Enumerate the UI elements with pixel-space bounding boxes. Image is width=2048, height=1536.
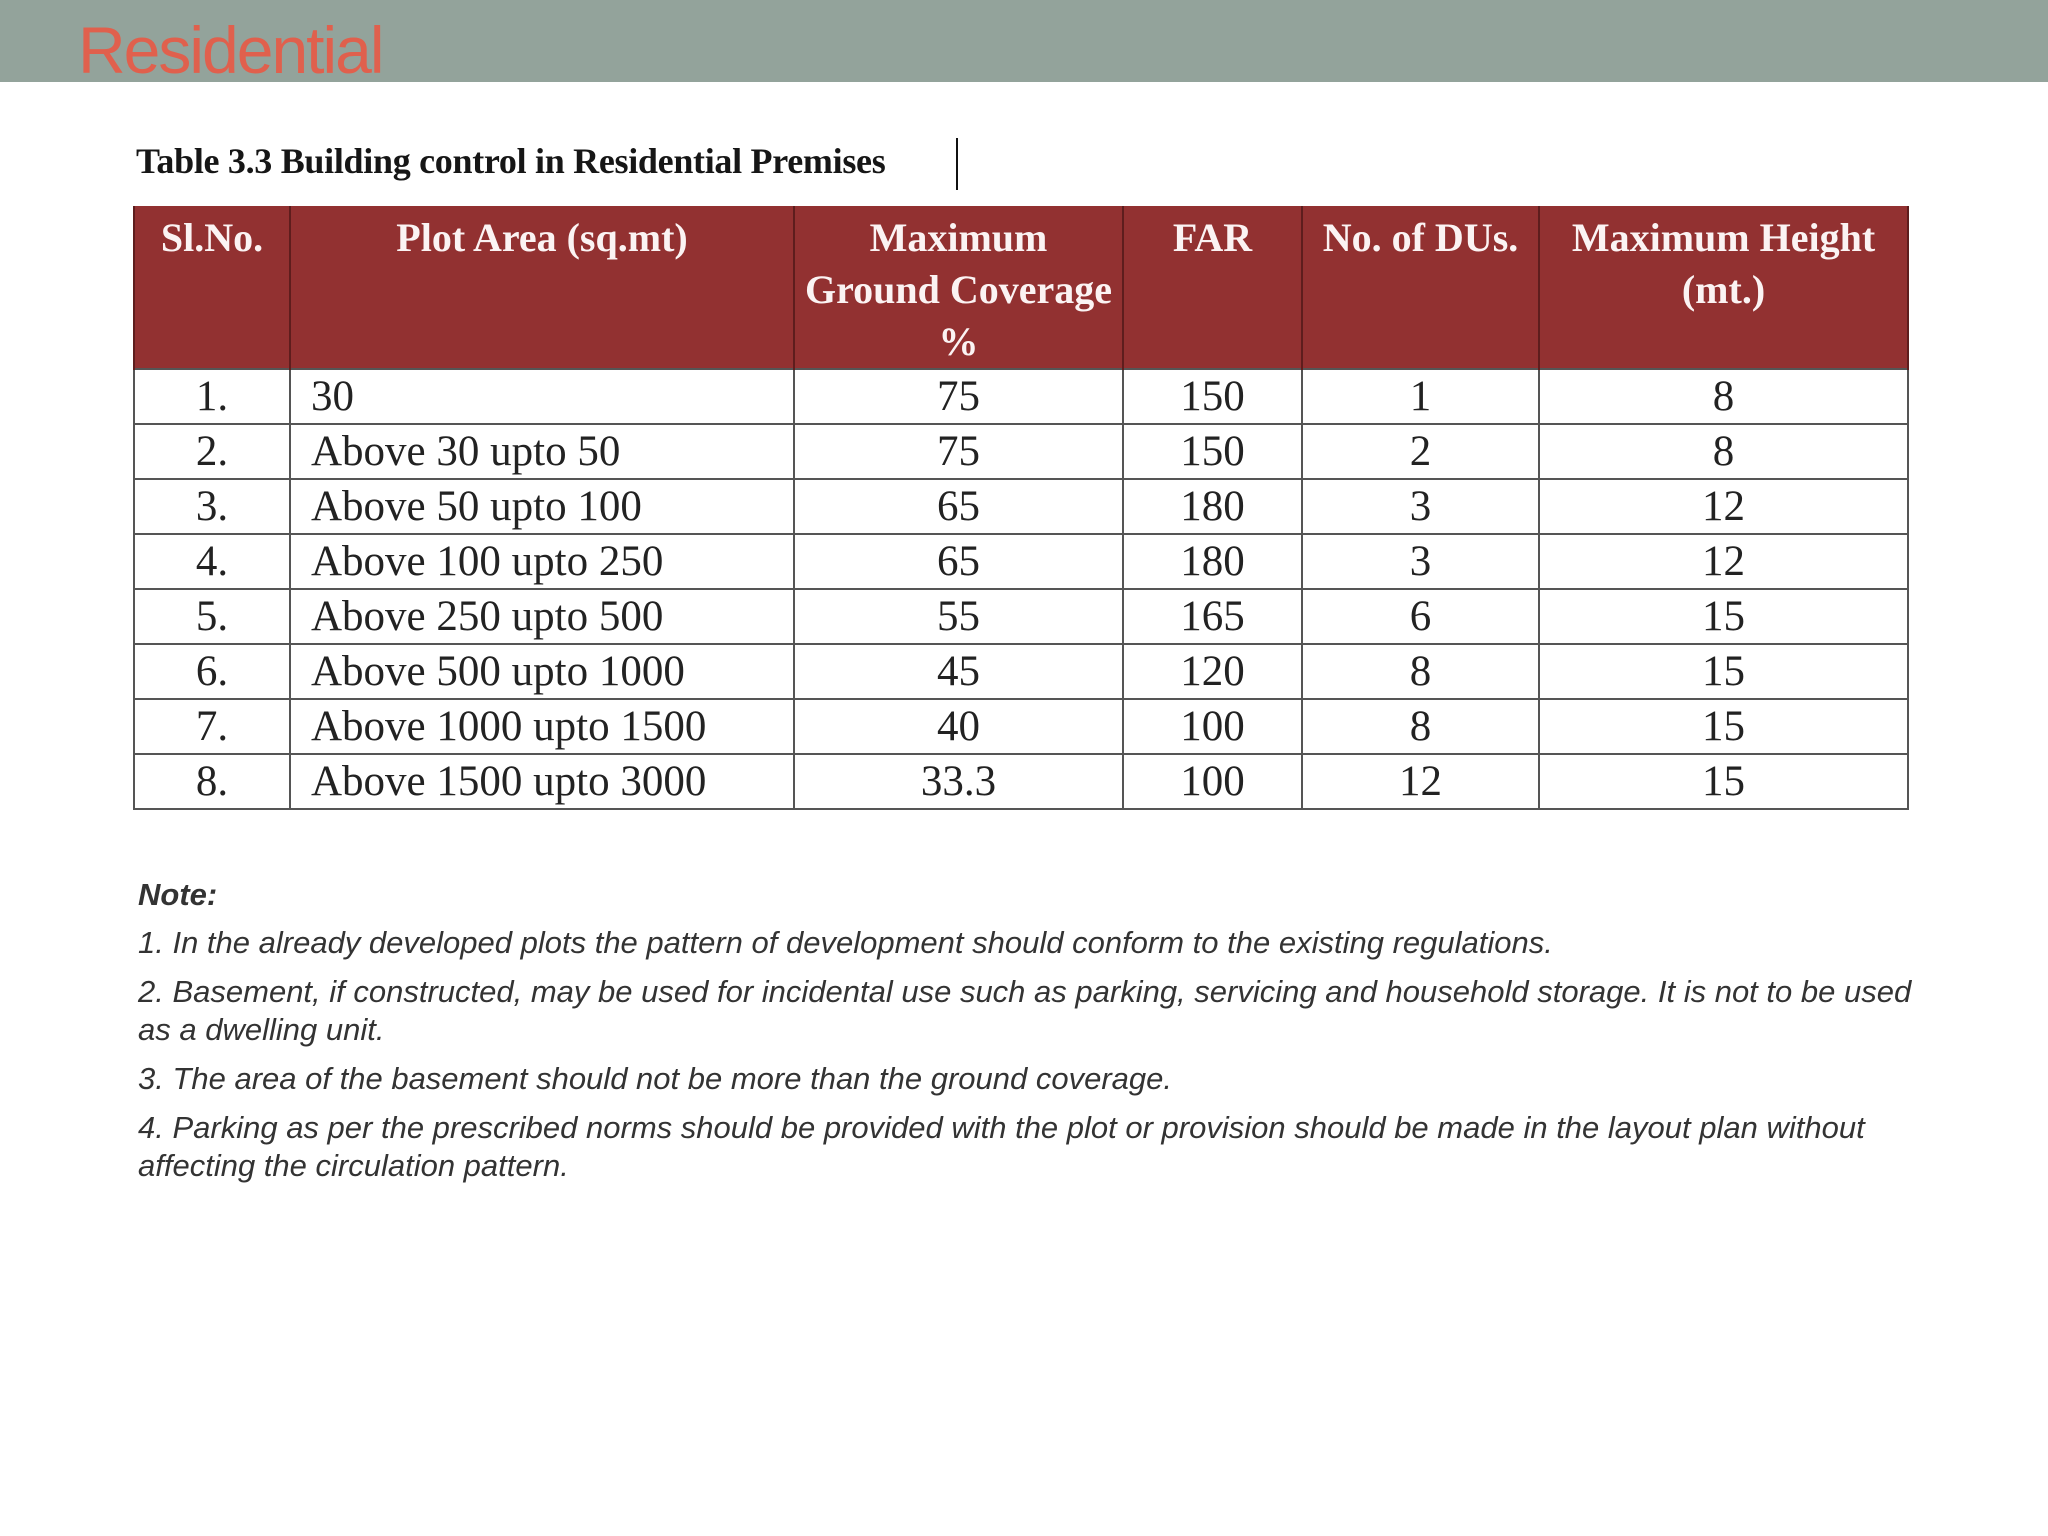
cell-dus: 3 [1302, 479, 1539, 534]
cell-height: 15 [1539, 699, 1908, 754]
cell-far: 150 [1123, 369, 1302, 424]
cell-far: 100 [1123, 699, 1302, 754]
cell-height: 12 [1539, 479, 1908, 534]
table-row [134, 754, 1908, 809]
cell-coverage: 55 [794, 589, 1123, 644]
cell-height: 12 [1539, 534, 1908, 589]
cell-plot-area: 30 [290, 369, 794, 424]
cell-sl-no: 8. [134, 754, 290, 809]
header-max-ground-coverage: Maximum Ground Coverage % [794, 206, 1123, 369]
header-max-height: Maximum Height (mt.) [1539, 206, 1908, 369]
cell-height: 15 [1539, 754, 1908, 809]
header-plot-area: Plot Area (sq.mt) [290, 206, 794, 369]
cell-coverage: 75 [794, 424, 1123, 479]
table-header-row [134, 206, 1908, 369]
cell-height: 8 [1539, 424, 1908, 479]
cell-dus: 12 [1302, 754, 1539, 809]
table-row [134, 424, 1908, 479]
cell-dus: 3 [1302, 534, 1539, 589]
cell-plot-area: Above 1000 upto 1500 [290, 699, 794, 754]
table-row [134, 369, 1908, 424]
cell-sl-no: 2. [134, 424, 290, 479]
cell-sl-no: 3. [134, 479, 290, 534]
cell-sl-no: 7. [134, 699, 290, 754]
table-row [134, 589, 1908, 644]
table-row [134, 699, 1908, 754]
cell-far: 180 [1123, 479, 1302, 534]
note-item: 2. Basement, if constructed, may be used for incidental use such as parking, servicing and household storage. It is not to be used as a dwelling unit. [138, 974, 1912, 1047]
cell-height: 15 [1539, 644, 1908, 699]
cell-plot-area: Above 50 upto 100 [290, 479, 794, 534]
text-cursor [956, 138, 958, 190]
cell-coverage: 45 [794, 644, 1123, 699]
cell-plot-area: Above 100 upto 250 [290, 534, 794, 589]
cell-plot-area: Above 500 upto 1000 [290, 644, 794, 699]
cell-coverage: 65 [794, 534, 1123, 589]
cell-dus: 6 [1302, 589, 1539, 644]
cell-far: 100 [1123, 754, 1302, 809]
cell-coverage: 33.3 [794, 754, 1123, 809]
table-row [134, 534, 1908, 589]
cell-sl-no: 5. [134, 589, 290, 644]
note-item: 4. Parking as per the prescribed norms should be provided with the plot or provision should be made in the layout plan without affecting the circulation pattern. [138, 1110, 1865, 1183]
cell-sl-no: 6. [134, 644, 290, 699]
cell-dus: 8 [1302, 699, 1539, 754]
cell-plot-area: Above 30 upto 50 [290, 424, 794, 479]
cell-far: 165 [1123, 589, 1302, 644]
header-far: FAR [1123, 206, 1302, 369]
cell-plot-area: Above 250 upto 500 [290, 589, 794, 644]
cell-dus: 8 [1302, 644, 1539, 699]
slide-title: Residential [78, 13, 383, 87]
cell-height: 15 [1539, 589, 1908, 644]
note-item: 1. In the already developed plots the pattern of development should conform to the existing regulations. [138, 925, 1553, 960]
header-no-of-dus: No. of DUs. [1302, 206, 1539, 369]
cell-dus: 2 [1302, 424, 1539, 479]
header-sl-no: Sl.No. [134, 206, 290, 369]
cell-coverage: 75 [794, 369, 1123, 424]
cell-far: 120 [1123, 644, 1302, 699]
cell-height: 8 [1539, 369, 1908, 424]
cell-coverage: 40 [794, 699, 1123, 754]
notes-heading: Note: [138, 877, 218, 912]
note-item: 3. The area of the basement should not be more than the ground coverage. [138, 1061, 1173, 1096]
cell-far: 180 [1123, 534, 1302, 589]
cell-sl-no: 4. [134, 534, 290, 589]
cell-far: 150 [1123, 424, 1302, 479]
cell-plot-area: Above 1500 upto 3000 [290, 754, 794, 809]
table-row [134, 644, 1908, 699]
table-row [134, 479, 1908, 534]
table-caption: Table 3.3 Building control in Residential Premises [136, 141, 886, 181]
cell-sl-no: 1. [134, 369, 290, 424]
cell-coverage: 65 [794, 479, 1123, 534]
notes-section [138, 876, 1928, 1196]
cell-dus: 1 [1302, 369, 1539, 424]
building-control-table [133, 206, 1909, 810]
